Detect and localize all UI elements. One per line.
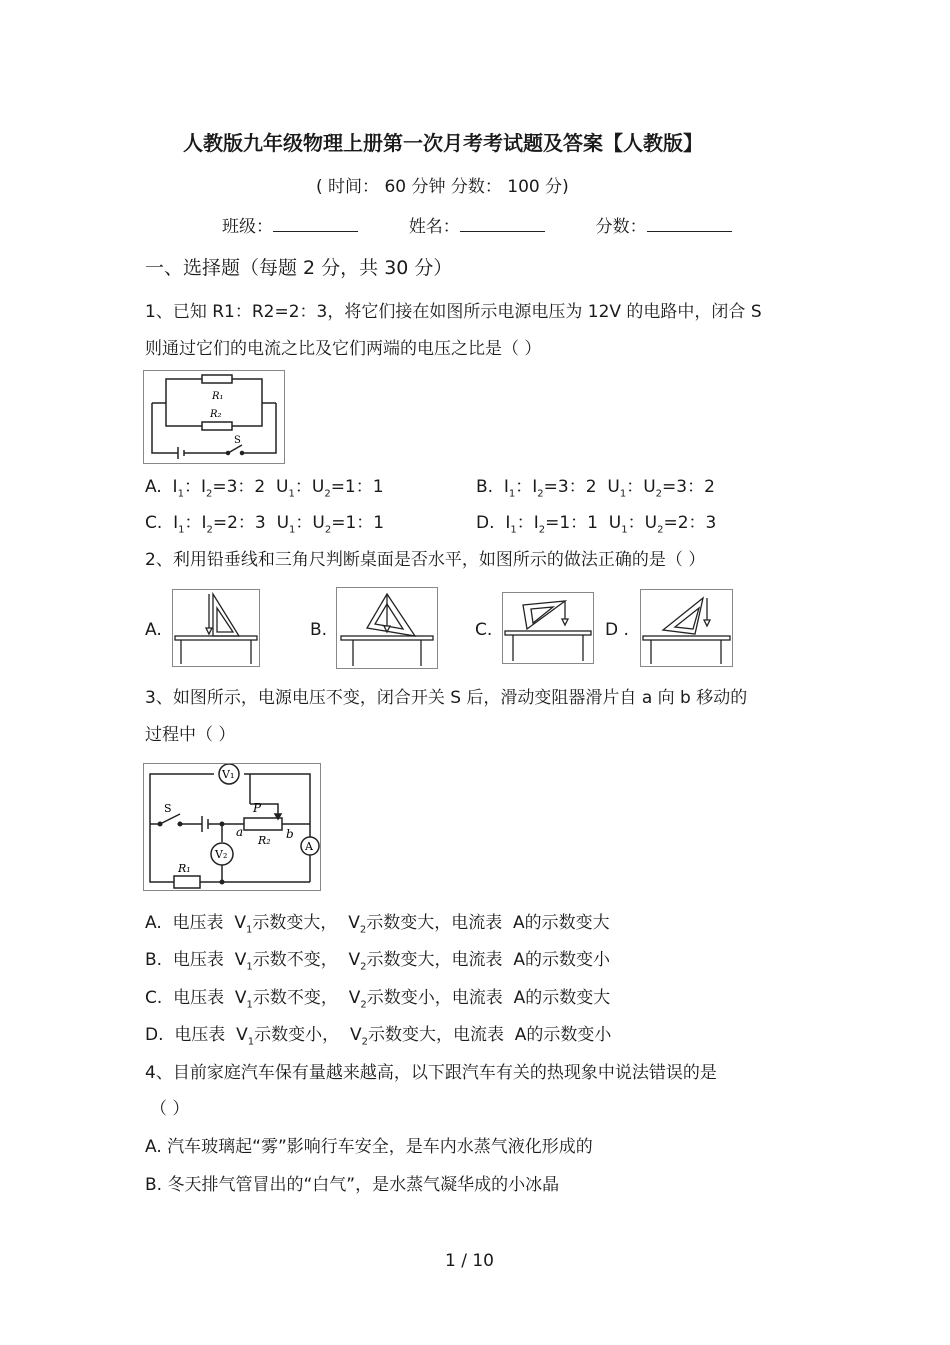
q3-fig-ammeter-label: A <box>305 840 313 853</box>
q1-fig-r2-label: R₂ <box>210 409 222 420</box>
q4-stem-line2: （ ） <box>150 1099 190 1119</box>
q3-stem-line1: 3、如图所示，电源电压不变，闭合开关 S 后，滑动变阻器滑片自 a 向 b 移动的 <box>145 688 748 708</box>
q2-figure-c <box>502 592 594 664</box>
q1-fig-s-label: S <box>234 435 241 446</box>
q3-fig-a-label: a <box>236 825 244 839</box>
class-label: 班级： <box>222 217 273 237</box>
q3-fig-v2-label: V₂ <box>215 848 228 861</box>
student-info-row <box>222 213 732 238</box>
q3-stem-line2: 过程中（ ） <box>145 725 236 745</box>
q3-option-d[interactable]: D. 电压表 $V_1$示数变小， $V_2$示数变大，电流表 A的示数变小 <box>145 1025 612 1048</box>
q4-stem-line1: 4、目前家庭汽车保有量越来越高，以下跟汽车有关的热现象中说法错误的是 <box>145 1063 717 1083</box>
q3-option-a[interactable]: A. 电压表 $V_1$示数变大， $V_2$示数变大，电流表 A的示数变大 <box>145 913 610 936</box>
q1-option-c[interactable]: C. $I_1$：$I_2=2$：3 $U_1$：$U_2=1$：1 <box>145 513 385 536</box>
q1-fig-r1-label: R₁ <box>212 391 224 402</box>
name-blank[interactable] <box>460 213 545 232</box>
q2-figure-b <box>336 587 438 669</box>
page-number: 1 / 10 <box>445 1251 494 1271</box>
q2-label-a[interactable]: A. <box>145 620 162 640</box>
q2-label-c[interactable]: C. <box>475 620 493 640</box>
class-blank[interactable] <box>273 213 358 232</box>
q3-option-c[interactable]: C. 电压表 $V_1$示数不变， $V_2$示数变小，电流表 A的示数变大 <box>145 988 611 1011</box>
q2-label-b[interactable]: B. <box>310 620 328 640</box>
q1-option-d[interactable]: D. $I_1$：$I_2=1$：1 $U_1$：$U_2=2$：3 <box>476 513 717 536</box>
q3-fig-b-label: b <box>286 827 294 841</box>
q3-fig-p-label: P <box>253 801 262 815</box>
q3-fig-r2-label: R₂ <box>258 834 271 847</box>
q3-fig-s-label: S <box>164 802 172 815</box>
q2-label-d[interactable]: D . <box>605 620 629 640</box>
q4-option-b[interactable]: B. 冬天排气管冒出的“白气”，是水蒸气凝华成的小冰晶 <box>145 1175 560 1195</box>
section-heading: 一、选择题（每题 2 分，共 30 分） <box>145 257 453 279</box>
q3-option-b[interactable]: B. 电压表 $V_1$示数不变， $V_2$示数变大，电流表 A的示数变小 <box>145 950 610 973</box>
page-title: 人教版九年级物理上册第一次月考考试题及答案【人教版】 <box>183 131 703 155</box>
score-blank[interactable] <box>647 213 732 232</box>
q3-circuit-figure <box>143 763 321 891</box>
q1-option-a[interactable]: A. $I_1$：$I_2=3$：2 $U_1$：$U_2=1$：1 <box>145 477 384 500</box>
q3-fig-v1-label: V₁ <box>222 768 235 781</box>
q2-figure-d <box>640 589 733 667</box>
q2-figure-a <box>172 589 260 667</box>
q1-stem-line1: 1、已知 R1：R2=2：3，将它们接在如图所示电源电压为 12V 的电路中，闭合 S <box>145 302 762 322</box>
q1-circuit-figure <box>143 370 285 464</box>
q4-option-a[interactable]: A. 汽车玻璃起“雾”影响行车安全，是车内水蒸气液化形成的 <box>145 1137 593 1157</box>
exam-meta: ( 时间： 60 分钟 分数： 100 分) <box>316 177 569 197</box>
q1-stem-line2: 则通过它们的电流之比及它们两端的电压之比是（ ） <box>145 339 542 359</box>
name-label: 姓名： <box>408 217 460 237</box>
q3-fig-r1-label: R₁ <box>178 862 191 875</box>
q1-option-b[interactable]: B. $I_1$：$I_2=3$：2 $U_1$：$U_2=3$：2 <box>476 477 715 500</box>
score-label: 分数： <box>595 217 647 237</box>
q2-stem: 2、利用铅垂线和三角尺判断桌面是否水平，如图所示的做法正确的是（ ） <box>145 550 706 570</box>
